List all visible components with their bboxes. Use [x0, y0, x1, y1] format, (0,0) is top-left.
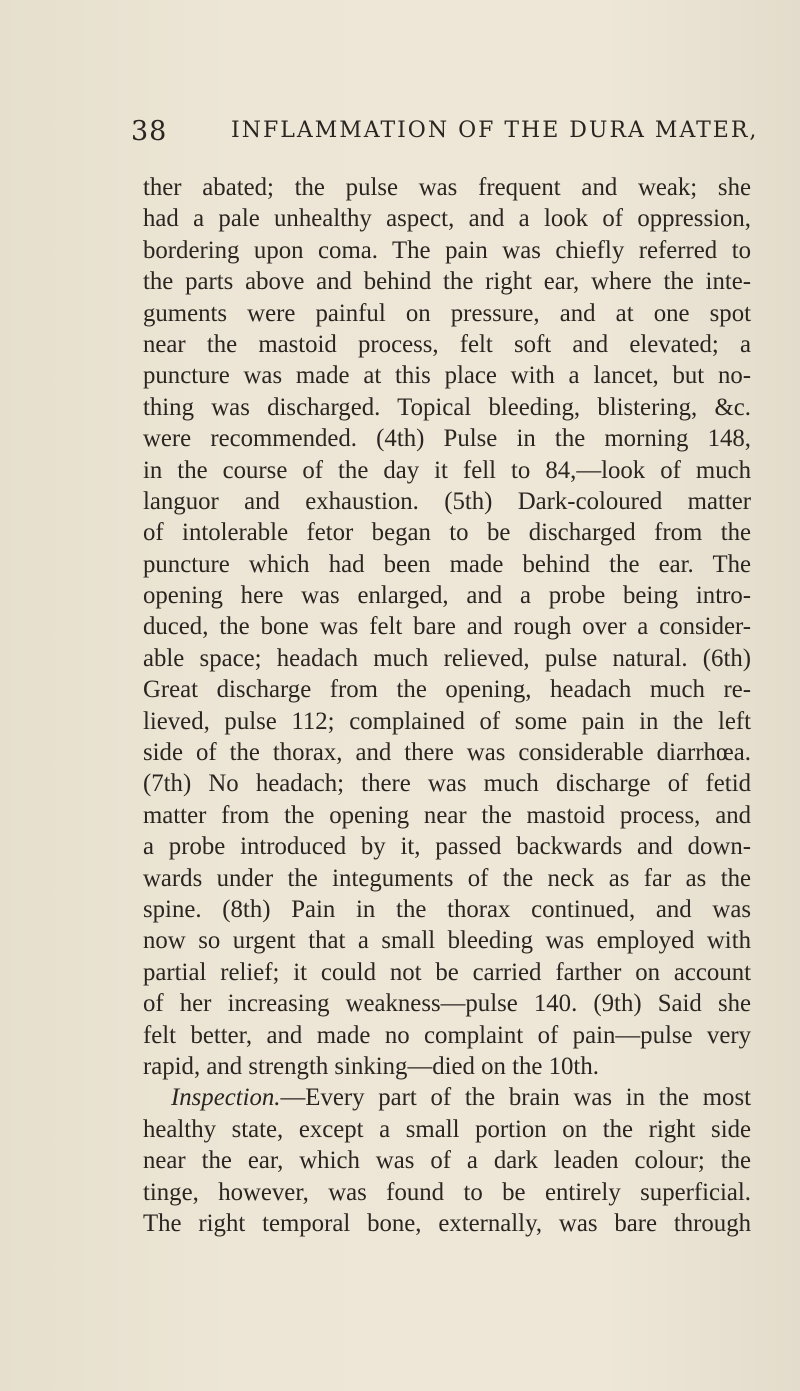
text-line: lieved, pulse 112; complained of some pain in the left — [143, 707, 751, 735]
inspection-first-line — [143, 1082, 751, 1113]
inspection-first-line-rest: —Every part of the brain was in the most — [280, 1084, 751, 1112]
text-line: healthy state, except a small portion on the right side — [143, 1115, 751, 1143]
text-line: of her increasing weakness—pulse 140. (9th) Said she — [143, 990, 751, 1018]
text-line: were recommended. (4th) Pulse in the morning 148, — [143, 425, 751, 453]
text-line: able space; headach much relieved, pulse natural. (6th) — [143, 644, 751, 672]
text-line: a probe introduced by it, passed backwards and down- — [143, 833, 751, 861]
text-line: tinge, however, was found to be entirely superficial. — [143, 1178, 751, 1206]
text-line: guments were painful on pressure, and at one spot — [143, 299, 751, 327]
text-line: duced, the bone was felt bare and rough over a consider- — [143, 613, 751, 641]
text-line: Great discharge from the opening, headach much re- — [143, 676, 751, 704]
text-line: spine. (8th) Pain in the thorax continued, and was — [143, 895, 751, 923]
page-header — [131, 116, 759, 150]
text-line: wards under the integuments of the neck as far as the — [143, 864, 751, 892]
text-line: of intolerable fetor began to be discharged from the — [143, 519, 751, 547]
text-line: now so urgent that a small bleeding was employed with — [143, 927, 751, 955]
text-line: partial relief; it could not be carried farther on account — [143, 958, 751, 986]
text-line: ther abated; the pulse was frequent and weak; she — [143, 174, 751, 201]
inspection-label: Inspection. — [171, 1084, 281, 1112]
running-title: INFLAMMATION OF THE DURA MATER, — [231, 118, 759, 143]
text-line: opening here was enlarged, and a probe being intro- — [143, 582, 751, 610]
text-line: the parts above and behind the right ear, where the inte- — [143, 268, 751, 296]
text-line: side of the thorax, and there was considerable diarrhœa. — [143, 739, 751, 767]
text-line: felt better, and made no complaint of pain—pulse very — [143, 1021, 751, 1049]
text-line: languor and exhaustion. (5th) Dark-coloured matter — [143, 487, 751, 515]
text-line: puncture was made at this place with a lancet, but no- — [143, 362, 751, 390]
text-line: near the ear, which was of a dark leaden colour; the — [143, 1147, 751, 1175]
text-line: The right temporal bone, externally, was bare through — [143, 1209, 751, 1237]
text-line: in the course of the day it fell to 84,—look of much — [143, 456, 751, 484]
text-line: puncture which had been made behind the ear. The — [143, 550, 751, 578]
body-text — [143, 172, 751, 1239]
text-line: had a pale unhealthy aspect, and a look of oppression, — [143, 205, 751, 233]
text-line: thing was discharged. Topical bleeding, blistering, &c. — [143, 393, 751, 421]
text-line: matter from the opening near the mastoid process, and — [143, 801, 751, 829]
text-line: near the mastoid process, felt soft and elevated; a — [143, 330, 751, 358]
page-number: 38 — [131, 116, 168, 147]
text-line: (7th) No headach; there was much discharge of fetid — [143, 770, 751, 798]
text-line: rapid, and strength sinking—died on the 10th. — [143, 1052, 599, 1080]
text-line: bordering upon coma. The pain was chiefly referred to — [143, 236, 751, 264]
